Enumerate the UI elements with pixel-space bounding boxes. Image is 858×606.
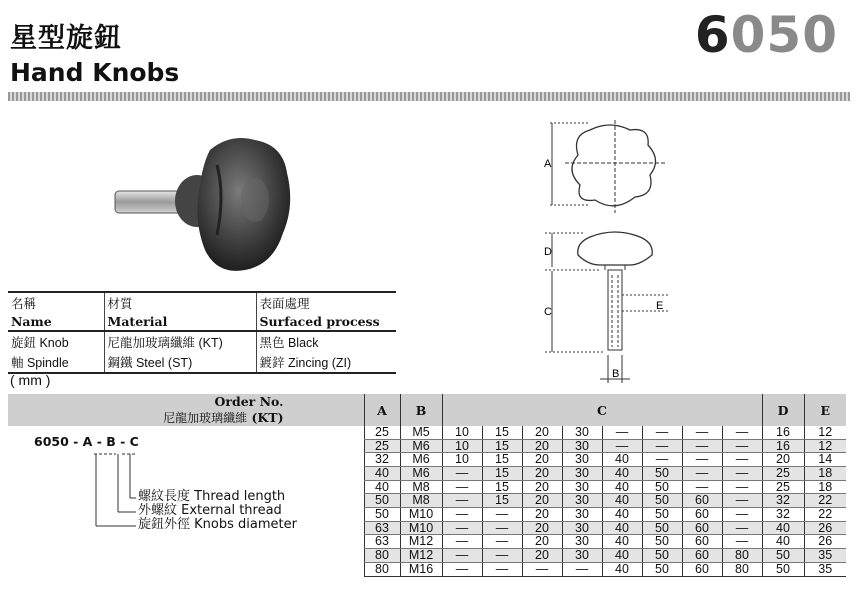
col-header-a: A [364,394,400,426]
order-cell: 50 [642,562,682,576]
order-cell: — [442,508,482,522]
order-cell: 25 [762,480,804,494]
order-cell: 15 [482,494,522,508]
order-cell: 50 [364,494,400,508]
order-cell: 35 [804,549,846,563]
order-cell: 40 [364,467,400,481]
order-cell: 50 [762,562,804,576]
hand-knob-technical-drawing [530,115,690,385]
order-cell: 30 [562,508,602,522]
mat-cell: 黑色 Black [256,331,396,352]
order-cell: — [442,467,482,481]
order-cell: — [722,467,762,481]
order-cell: 30 [562,521,602,535]
order-cell: — [522,562,562,576]
drawing-label-e: E [656,300,664,312]
order-cell: — [722,521,762,535]
order-code-cell [8,426,364,576]
order-cell: M8 [400,480,442,494]
order-code: 6050 - A - B - C [34,434,139,449]
order-cell: 20 [522,426,562,439]
order-cell: M12 [400,549,442,563]
order-cell: 20 [522,535,562,549]
order-cell: — [442,521,482,535]
order-cell: — [722,535,762,549]
order-cell: — [722,508,762,522]
hand-knob-photo [105,125,305,285]
order-cell: 30 [562,535,602,549]
order-cell: 12 [804,426,846,439]
order-cell: 80 [722,549,762,563]
legend-knob-diameter: 旋鈕外徑 Knobs diameter [138,517,297,532]
order-cell: 60 [682,494,722,508]
title-english: Hand Knobs [10,58,180,87]
order-cell: 63 [364,535,400,549]
order-cell: — [642,439,682,453]
drawing-label-d: D [544,246,552,258]
order-cell: — [482,508,522,522]
unit-label: ( mm ) [10,372,51,388]
order-cell: 20 [522,480,562,494]
order-cell: 40 [602,562,642,576]
order-cell: 80 [722,562,762,576]
order-cell: 15 [482,467,522,481]
order-cell: 40 [602,535,642,549]
order-cell: — [722,480,762,494]
order-cell: M6 [400,439,442,453]
header-rule [8,92,850,101]
order-cell: M5 [400,426,442,439]
order-cell: M6 [400,453,442,467]
order-cell: M16 [400,562,442,576]
order-cell: 26 [804,521,846,535]
materials-table [8,291,396,374]
product-code-light: 050 [730,6,838,64]
mat-header-process-zh: 表面處理 [256,292,396,313]
order-cell: — [682,439,722,453]
order-cell: 40 [364,480,400,494]
mat-cell: 尼龍加玻璃纖維 (KT) [104,331,256,352]
order-cell: 40 [762,535,804,549]
order-cell: 30 [562,480,602,494]
order-cell: — [562,562,602,576]
order-cell: 16 [762,426,804,439]
order-cell: 15 [482,453,522,467]
title-chinese: 星型旋鈕 [10,23,122,54]
mat-header-material-en: Material [104,313,256,331]
order-cell: 50 [642,480,682,494]
order-cell: 63 [364,521,400,535]
order-cell: 15 [482,480,522,494]
order-cell: 40 [602,480,642,494]
order-cell: 32 [762,508,804,522]
mat-header-process-en: Surfaced process [256,313,396,331]
order-cell: — [482,535,522,549]
col-header-c: C [442,394,762,426]
order-cell: M12 [400,535,442,549]
order-cell: 40 [602,467,642,481]
order-cell: 40 [602,549,642,563]
order-cell: 50 [762,549,804,563]
order-cell: 50 [642,549,682,563]
col-header-d: D [762,394,804,426]
order-cell: M10 [400,521,442,535]
order-cell: 20 [522,521,562,535]
order-cell: 20 [522,453,562,467]
order-cell: — [442,480,482,494]
order-cell: — [682,467,722,481]
order-cell: — [722,426,762,439]
order-cell: 50 [642,494,682,508]
order-cell: 10 [442,439,482,453]
drawing-label-c: C [544,306,552,318]
order-cell: 26 [804,535,846,549]
order-cell: 60 [682,521,722,535]
order-cell: 22 [804,494,846,508]
mat-header-material-zh: 材質 [104,292,256,313]
order-cell: — [642,453,682,467]
order-table [8,394,846,577]
legend-external-thread: 外螺紋 External thread [138,503,282,518]
order-cell: — [602,426,642,439]
order-cell: 40 [602,453,642,467]
order-cell: 50 [642,521,682,535]
order-cell: — [602,439,642,453]
order-cell: 20 [522,508,562,522]
order-cell: — [442,494,482,508]
order-cell: 30 [562,439,602,453]
order-cell: 50 [642,535,682,549]
order-cell: 15 [482,426,522,439]
order-cell: 30 [562,453,602,467]
order-cell: 40 [602,494,642,508]
order-cell: 30 [562,426,602,439]
order-cell: — [682,453,722,467]
order-cell: 60 [682,535,722,549]
legend-thread-length: 螺紋長度 Thread length [138,489,286,504]
order-cell: 14 [804,453,846,467]
order-cell: — [442,562,482,576]
product-code [695,6,838,64]
order-cell: M8 [400,494,442,508]
order-cell: — [442,535,482,549]
order-cell: 18 [804,467,846,481]
order-cell: 20 [762,453,804,467]
order-cell: M6 [400,467,442,481]
order-cell: 60 [682,508,722,522]
order-cell: — [442,549,482,563]
order-cell: 40 [602,521,642,535]
order-cell: — [482,549,522,563]
order-cell: — [482,521,522,535]
order-cell: 50 [364,508,400,522]
order-cell: 80 [364,549,400,563]
order-cell: 20 [522,467,562,481]
order-cell: 15 [482,439,522,453]
order-cell: — [482,562,522,576]
order-cell: — [682,480,722,494]
order-cell: 60 [682,562,722,576]
order-cell: 25 [364,439,400,453]
order-cell: 50 [642,508,682,522]
order-cell: 18 [804,480,846,494]
mat-cell: 軸 Spindle [8,352,104,373]
order-cell: 32 [762,494,804,508]
order-cell: — [722,494,762,508]
order-cell: 40 [602,508,642,522]
order-cell: 30 [562,467,602,481]
col-header-e: E [804,394,846,426]
order-cell: — [722,439,762,453]
order-cell: 10 [442,426,482,439]
order-cell: 25 [364,426,400,439]
order-cell: 40 [762,521,804,535]
order-cell: 80 [364,562,400,576]
order-cell: 20 [522,439,562,453]
mat-header-name-en: Name [8,313,104,331]
mat-cell: 鋼鐵 Steel (ST) [104,352,256,373]
order-header-title: Order No. [214,394,284,409]
order-cell: 30 [562,549,602,563]
order-cell: 20 [522,494,562,508]
mat-cell: 旋鈕 Knob [11,336,69,350]
mat-header-name-zh: 名稱 [8,292,104,313]
drawing-label-a: A [544,158,552,170]
order-header [8,394,364,426]
order-cell: M10 [400,508,442,522]
order-cell: 12 [804,439,846,453]
order-cell: 32 [364,453,400,467]
order-cell: 35 [804,562,846,576]
order-cell: 22 [804,508,846,522]
order-cell: 10 [442,453,482,467]
order-cell: — [722,453,762,467]
order-header-sub: 尼龍加玻璃纖維 [163,411,248,425]
order-cell: — [682,426,722,439]
product-code-dark: 6 [694,6,731,64]
order-cell: 50 [642,467,682,481]
order-cell: 16 [762,439,804,453]
mat-cell: 鍍鋅 Zincing (ZI) [256,352,396,373]
order-cell: 30 [562,494,602,508]
order-header-sub-code: (KT) [251,410,284,425]
order-cell: 20 [522,549,562,563]
order-cell: 60 [682,549,722,563]
drawing-label-b: B [612,368,620,380]
order-cell: 25 [762,467,804,481]
order-cell: — [642,426,682,439]
col-header-b: B [400,394,442,426]
